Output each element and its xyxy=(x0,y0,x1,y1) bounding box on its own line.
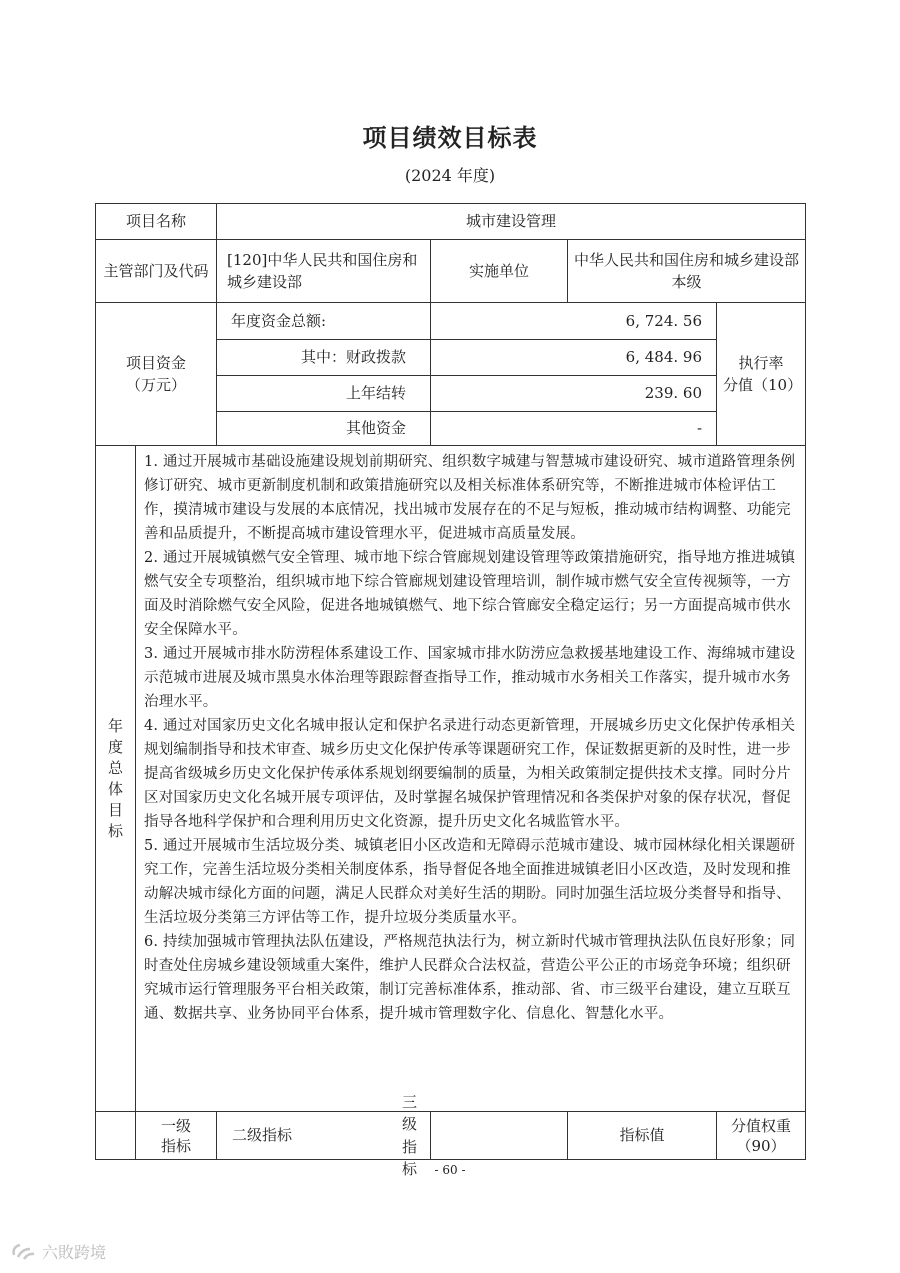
performance-table xyxy=(95,203,806,1178)
fund-label-line2: （万元） xyxy=(126,376,187,394)
indicator-header-row xyxy=(96,1112,806,1160)
annual-goals-row xyxy=(96,446,806,1112)
page-title: 项目绩效目标表 xyxy=(362,123,538,152)
goal-paragraph: 4. 通过对国家历史文化名城申报认定和保护名录进行动态更新管理，开展城乡历史文化保护传承相关规划编制指导和技术审查、城乡历史文化保护传承等课题研究工作，保证数据更新的及时性，进一步提高省级城乡历史文化保护传承体系规划纲要编制的质量，为相关政策制定提供技术支撑。同时分片区对国家历史文化名城开展专项评估，及时掌握名城保护管理情况和各类保护对象的保存状况，督促指导各地科学保护和合理利用历史文化资源，提升历史文化名城监管水平。 xyxy=(144,718,796,830)
goal-label-char: 总 xyxy=(107,758,123,777)
project-name-label: 项目名称 xyxy=(96,204,217,240)
fund-item-label: 上年结转 xyxy=(217,376,431,412)
implementing-unit-label: 实施单位 xyxy=(431,240,568,303)
annual-goals-content xyxy=(136,446,806,1112)
fund-item-value: 6, 484. 96 xyxy=(431,340,717,376)
fund-item-label: 其中：财政拨款 xyxy=(217,340,431,376)
goal-label-char: 标 xyxy=(107,821,123,840)
goal-paragraph: 2. 通过开展城镇燃气安全管理、城市地下综合管廊规划建设管理等政策措施研究，指导地方推进城镇燃气安全专项整治，组织城市地下综合管廊规划建设管理培训，制作城市燃气安全宣传视频等，一方面及时消除燃气安全风险，促进各地城镇燃气、地下综合管廊安全稳定运行；另一方面提高城市供水安全保障水平。 xyxy=(144,550,796,638)
project-name-row xyxy=(96,204,806,240)
department-row xyxy=(96,240,806,303)
goal-label-char: 体 xyxy=(107,779,123,798)
fund-item-label: 年度资金总额: xyxy=(217,303,431,340)
level1-line2: 指标 xyxy=(161,1136,192,1155)
execution-rate-line2: 分值（10） xyxy=(723,376,803,394)
fund-item-value: 239. 60 xyxy=(431,376,717,412)
fund-row-total xyxy=(96,303,806,340)
level2-and-level3-header xyxy=(217,1092,431,1178)
fund-label-line1: 项目资金 xyxy=(126,353,187,372)
level3-indicator-header: 三级指标 xyxy=(402,1092,418,1178)
fund-label xyxy=(96,303,217,446)
fund-item-value: - xyxy=(431,412,717,446)
indicator-header-blank xyxy=(96,1112,136,1160)
watermark-logo-icon xyxy=(10,1241,36,1263)
level2-indicator-header: 二级指标 xyxy=(232,1126,293,1145)
goal-label-char: 年 xyxy=(107,716,123,735)
fund-item-value: 6, 724. 56 xyxy=(431,303,717,340)
watermark xyxy=(10,1240,106,1263)
page-number: - 60 - xyxy=(434,1163,466,1177)
indicator-value-header: 指标值 xyxy=(568,1112,717,1160)
department-value: [120]中华人民共和国住房和城乡建设部 xyxy=(217,240,431,303)
weight-line1: 分值权重 xyxy=(731,1116,792,1135)
execution-rate-line1: 执行率 xyxy=(738,353,784,372)
department-label: 主管部门及代码 xyxy=(96,240,217,303)
goal-paragraph: 1. 通过开展城市基础设施建设规划前期研究、组织数字城建与智慧城市建设研究、城市道路管理条例修订研究、城市更新制度机制和政策措施研究以及相关标准体系研究等，不断推进城市体检评估工作，摸清城市建设与发展的本底情况，找出城市发展存在的不足与短板，推动城市结构调整、功能完善和品质提升，不断提高城市建设管理水平，促进城市高质量发展。 xyxy=(144,454,796,542)
goal-paragraph: 5. 通过开展城市生活垃圾分类、城镇老旧小区改造和无障碍示范城市建设、城市园林绿化相关课题研究工作，完善生活垃圾分类相关制度体系，指导督促各地全面推进城镇老旧小区改造，及时发现和推动解决城市绿化方面的问题，满足人民群众对美好生活的期盼。同时加强生活垃圾分类督导和指导、生活垃圾分类第三方评估等工作，提升垃圾分类质量水平。 xyxy=(144,838,796,926)
blank-indicator-cell xyxy=(431,1112,568,1160)
weight-line2: （90） xyxy=(736,1136,786,1155)
execution-rate-label xyxy=(717,303,806,446)
level1-line1: 一级 xyxy=(161,1116,192,1135)
level1-indicator-header xyxy=(136,1112,217,1160)
annual-goals-label xyxy=(96,446,136,1112)
goal-paragraph: 6. 持续加强城市管理执法队伍建设，严格规范执法行为，树立新时代城市管理执法队伍良好形象；同时查处住房城乡建设领域重大案件，维护人民群众合法权益，营造公平公正的市场竞争环境；组织研究城市运行管理服务平台相关政策，制订完善标准体系，推动部、省、市三级平台建设，建立互联互通、数据共享、业务协同平台体系，提升城市管理数字化、信息化、智慧化水平。 xyxy=(144,934,796,1022)
year-subtitle: (2024 年度) xyxy=(404,166,496,185)
project-name-value: 城市建设管理 xyxy=(217,204,806,240)
goal-label-char: 目 xyxy=(107,800,123,819)
weight-header xyxy=(717,1112,806,1160)
watermark-text: 六敗跨境 xyxy=(42,1243,107,1262)
implementing-unit-value: 中华人民共和国住房和城乡建设部本级 xyxy=(568,240,806,303)
fund-item-label: 其他资金 xyxy=(217,412,431,446)
goal-label-char: 度 xyxy=(107,737,123,756)
goal-paragraph: 3. 通过开展城市排水防涝程体系建设工作、国家城市排水防涝应急救援基地建设工作、海绵城市建设示范城市进展及城市黑臭水体治理等跟踪督查指导工作，推动城市水务相关工作落实，提升城市水务治理水平。 xyxy=(144,646,796,710)
